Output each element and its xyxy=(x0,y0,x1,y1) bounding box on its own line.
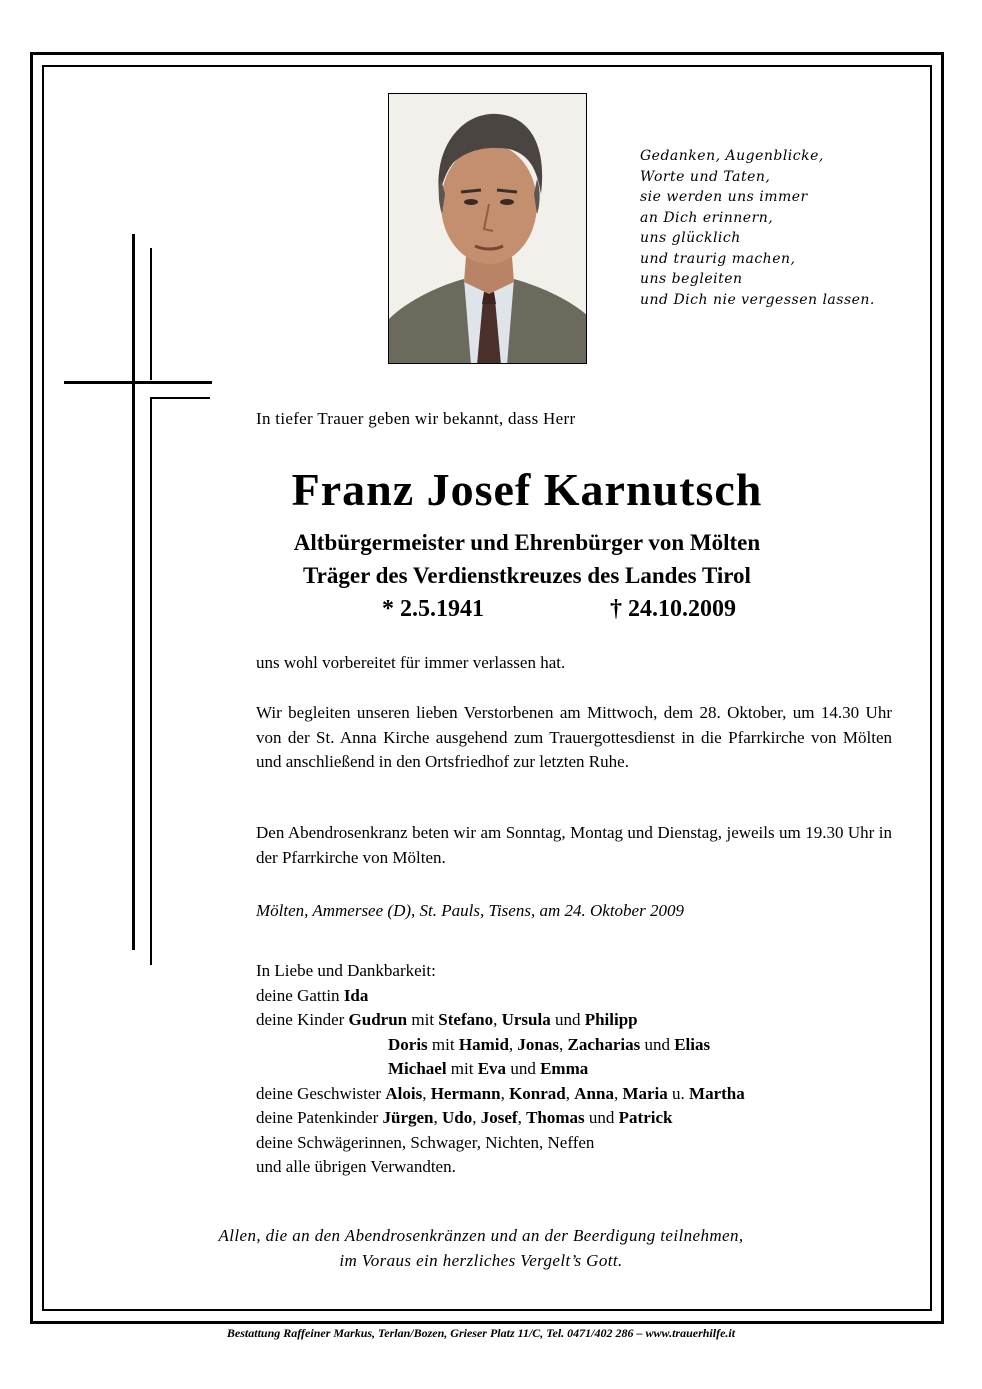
child-name: Gudrun xyxy=(348,1010,408,1029)
sibling-name: Alois xyxy=(385,1083,423,1103)
godchild-name: Josef xyxy=(480,1108,518,1127)
grandchild-name: Ursula xyxy=(501,1010,551,1029)
poem-line: an Dich erinnern, xyxy=(640,209,774,226)
memorial-poem xyxy=(640,146,875,310)
godchild-name: Patrick xyxy=(618,1108,673,1127)
connector: , xyxy=(493,1010,502,1029)
intro-text: In tiefer Trauer geben wir bekannt, dass Herr xyxy=(256,409,576,428)
connector: und xyxy=(550,1010,585,1029)
connector: mit xyxy=(446,1059,478,1078)
poem-line: uns begleiten xyxy=(640,271,743,287)
connector: und xyxy=(506,1059,541,1078)
poem-line: uns glücklich xyxy=(640,230,741,246)
birth-date: * 2.5.1941 xyxy=(382,596,484,622)
sibling-name: Hermann xyxy=(430,1083,501,1103)
poem-line: und traurig machen, xyxy=(640,250,796,267)
siblings-label: deine Geschwister xyxy=(256,1083,386,1103)
sibling-name: Maria xyxy=(622,1083,668,1103)
thanks-line-1: Allen, die an den Abendrosenkränzen und an der Beerdigung teilnehmen, xyxy=(218,1226,744,1245)
godchildren-label: deine Patenkinder xyxy=(256,1108,383,1127)
connector: und xyxy=(640,1034,675,1054)
portrait-photo xyxy=(388,93,587,364)
deceased-title-1: Altbürgermeister und Ehrenbürger von Mölten xyxy=(293,530,761,555)
family-row-others: und alle übrigen Verwandten. xyxy=(256,1157,456,1176)
poem-line: sie werden uns immer xyxy=(640,189,808,205)
grandchild-name: Jonas xyxy=(517,1034,559,1054)
family-list xyxy=(256,959,745,1180)
deceased-title-2: Träger des Verdienstkreuzes des Landes Tirol xyxy=(303,563,751,588)
connector: , xyxy=(508,1034,518,1054)
godchild-name: Jürgen xyxy=(382,1108,434,1127)
connector: mit xyxy=(427,1034,459,1054)
partner-name: Stefano xyxy=(438,1010,494,1029)
connector: u. xyxy=(667,1083,690,1103)
family-row-siblings: deine Geschwister Alois, Hermann, Konrad, Anna, Maria u. Martha xyxy=(256,1083,745,1103)
connector: , xyxy=(558,1034,568,1054)
thanks-line-2: im Voraus ein herzliches Vergelt’s Gott. xyxy=(339,1251,623,1270)
wife-name: Ida xyxy=(343,985,369,1005)
wife-label: deine Gattin xyxy=(256,985,344,1005)
poem-line: Gedanken, Augenblicke, xyxy=(640,148,824,164)
poem-line: Worte und Taten, xyxy=(640,168,771,185)
family-row-godchildren: deine Patenkinder Jürgen, Udo, Josef, Thomas und Patrick xyxy=(256,1108,673,1127)
paragraph-departed: uns wohl vorbereitet für immer verlassen hat. xyxy=(256,653,566,672)
godchild-name: Udo xyxy=(442,1108,473,1127)
family-row-children xyxy=(256,1008,745,1033)
place-date: Mölten, Ammersee (D), St. Pauls, Tisens, am 24. Oktober 2009 xyxy=(256,901,684,920)
poem-line: und Dich nie vergessen lassen. xyxy=(640,291,875,308)
family-row-inlaws: deine Schwägerinnen, Schwager, Nichten, Neffen xyxy=(256,1132,595,1152)
family-row-child-2 xyxy=(256,1033,745,1058)
connector: und xyxy=(584,1108,619,1127)
deceased-name: Franz Josef Karnutsch xyxy=(291,464,763,515)
grandchild-name: Hamid xyxy=(458,1034,509,1054)
grandchild-name: Eva xyxy=(477,1059,507,1078)
death-date: † 24.10.2009 xyxy=(610,596,736,622)
sibling-name: Martha xyxy=(689,1083,745,1103)
sibling-name: Anna xyxy=(574,1083,614,1103)
grandchild-name: Elias xyxy=(674,1034,711,1054)
children-label: deine Kinder xyxy=(256,1010,349,1029)
sibling-name: Konrad xyxy=(509,1083,566,1103)
connector: mit xyxy=(407,1010,439,1029)
paragraph-funeral: Wir begleiten unseren lieben Verstorbenen am Mittwoch, dem 28. Oktober, um 14.30 Uhr von der St. Anna Kirche ausgehend zum Trauergottesdienst in die Pfarrkirche von Mölten und anschließend in den Ortsfriedhof zur letzten Ruhe. xyxy=(256,703,892,771)
funeral-home-footer: Bestattung Raffeiner Markus, Terlan/Bozen, Grieser Platz 11/C, Tel. 0471/402 286 – www.trauerhilfe.it xyxy=(226,1326,736,1340)
paragraph-rosary: Den Abendrosenkranz beten wir am Sonntag, Montag und Dienstag, jeweils um 19.30 Uhr in der Pfarrkirche von Mölten. xyxy=(256,823,892,867)
family-row-wife xyxy=(256,984,745,1009)
family-heading: In Liebe und Dankbarkeit: xyxy=(256,961,436,980)
child-name: Michael xyxy=(388,1059,447,1078)
grandchild-name: Emma xyxy=(540,1059,589,1078)
grandchild-name: Philipp xyxy=(584,1010,638,1029)
child-name: Doris xyxy=(388,1034,428,1054)
family-row-child-3 xyxy=(256,1057,745,1082)
grandchild-name: Zacharias xyxy=(567,1034,641,1054)
godchild-name: Thomas xyxy=(526,1108,585,1127)
